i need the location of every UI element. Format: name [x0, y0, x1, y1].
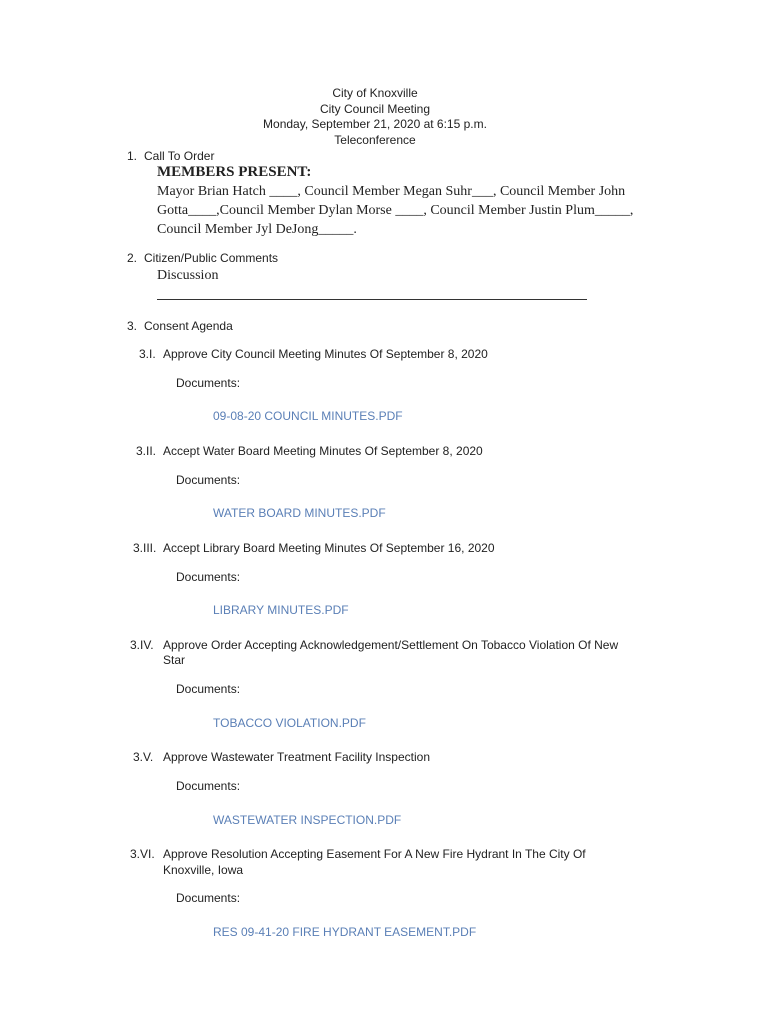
discussion-line	[157, 299, 587, 300]
documents-label: Documents:	[176, 779, 241, 793]
item-number: 3.III.	[133, 541, 157, 555]
document-link[interactable]: WATER BOARD MINUTES.PDF	[213, 506, 386, 520]
meeting-datetime: Monday, September 21, 2020 at 6:15 p.m.	[263, 117, 487, 132]
item-title-continued: Knoxville, Iowa	[163, 863, 244, 877]
section-number: 1.	[127, 149, 138, 163]
document-link[interactable]: WASTEWATER INSPECTION.PDF	[213, 813, 402, 827]
meeting-format: Teleconference	[334, 132, 416, 147]
item-number: 3.I.	[139, 347, 156, 361]
item-title: Accept Library Board Meeting Minutes Of September 16, 2020	[163, 541, 495, 555]
meeting-name: City Council Meeting	[319, 101, 431, 116]
documents-label: Documents:	[176, 376, 241, 390]
document-link[interactable]: RES 09-41-20 FIRE HYDRANT EASEMENT.PDF	[213, 925, 477, 939]
documents-label: Documents:	[176, 682, 241, 696]
documents-label: Documents:	[176, 473, 241, 487]
city-name: City of Knoxville	[332, 86, 418, 100]
document-link[interactable]: LIBRARY MINUTES.PDF	[213, 603, 349, 617]
item-number: 3.VI.	[130, 847, 155, 861]
item-title: Approve Order Accepting Acknowledgement/Settlement On Tobacco Violation Of New	[163, 638, 619, 652]
item-number: 3.IV.	[130, 638, 154, 652]
item-title-continued: Star	[163, 653, 186, 667]
item-number: 3.V.	[133, 750, 154, 764]
item-title: Approve Wastewater Treatment Facility Inspection	[163, 750, 430, 764]
discussion-label: Discussion	[157, 268, 219, 283]
documents-label: Documents:	[176, 570, 241, 584]
members-line: Gotta____,Council Member Dylan Morse ____, Council Member Justin Plum_____,	[157, 203, 634, 218]
item-number: 3.II.	[136, 444, 157, 458]
members-line: Council Member Jyl DeJong_____.	[157, 222, 357, 237]
section-number: 3.	[127, 319, 138, 333]
item-title: Accept Water Board Meeting Minutes Of September 8, 2020	[163, 444, 483, 458]
documents-label: Documents:	[176, 891, 241, 905]
section-title-consent-agenda: Consent Agenda	[144, 319, 233, 333]
members-present-heading: MEMBERS PRESENT:	[157, 164, 312, 180]
members-line: Mayor Brian Hatch ____, Council Member Megan Suhr___, Council Member John	[157, 184, 626, 199]
item-title: Approve City Council Meeting Minutes Of September 8, 2020	[163, 347, 488, 361]
document-link[interactable]: TOBACCO VIOLATION.PDF	[213, 716, 366, 730]
document-link[interactable]: 09-08-20 COUNCIL MINUTES.PDF	[213, 409, 403, 423]
section-title-call-to-order: Call To Order	[144, 149, 215, 163]
section-number: 2.	[127, 251, 138, 265]
item-title: Approve Resolution Accepting Easement For A New Fire Hydrant In The City Of	[163, 847, 586, 861]
document-header	[0, 86, 750, 148]
section-title-citizen-comments: Citizen/Public Comments	[144, 251, 279, 265]
